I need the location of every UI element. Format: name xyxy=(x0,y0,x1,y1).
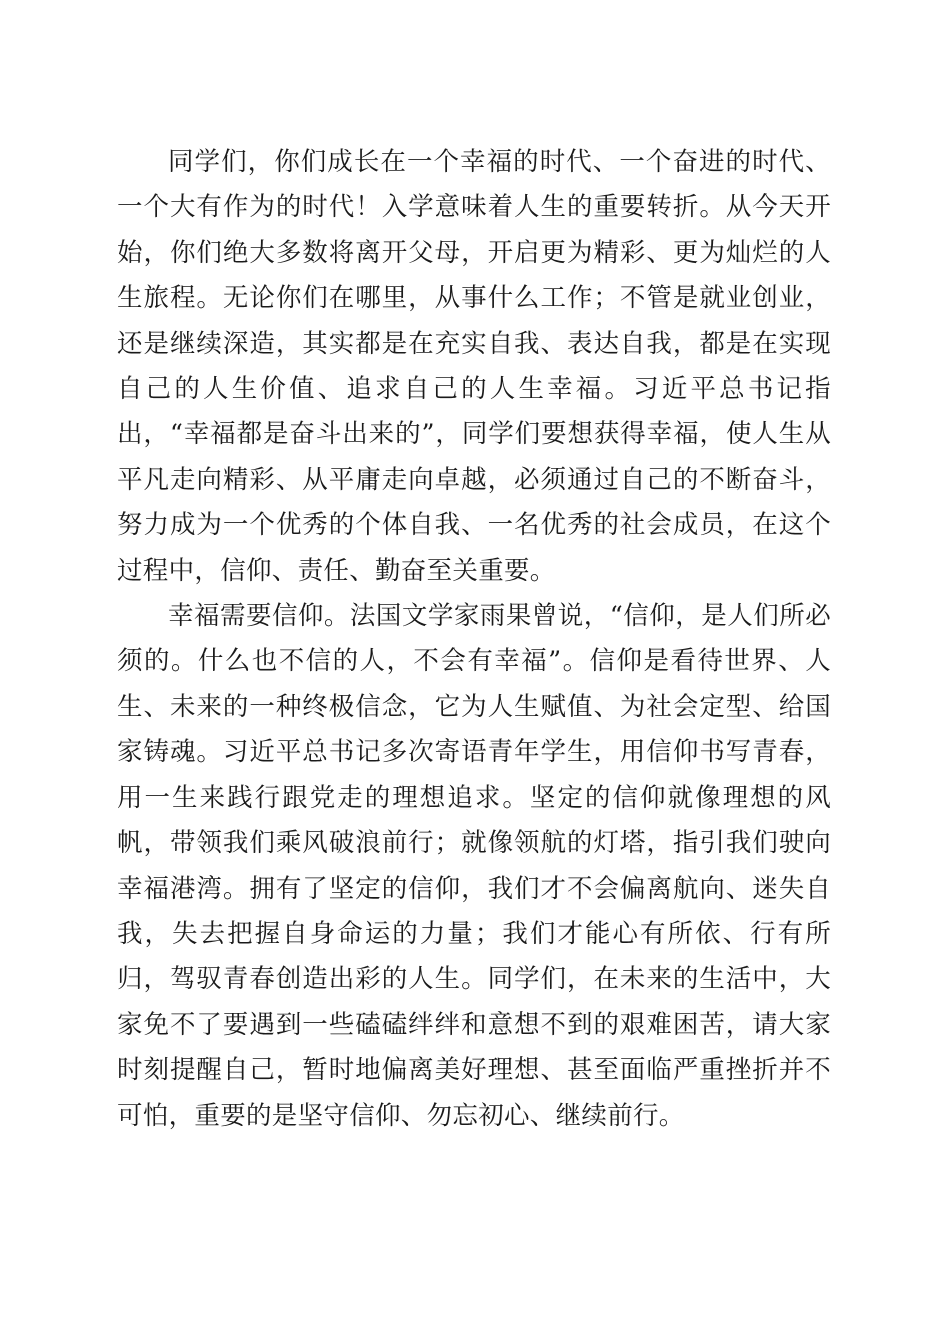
paragraph-2: 幸福需要信仰。法国文学家雨果曾说，“信仰，是人们所必须的。什么也不信的人，不会有幸福”。信仰是看待世界、人生、未来的一种终极信念，它为人生赋值、为社会定型、给国家铸魂。习近平总书记多次寄语青年学生，用信仰书写青春，用一生来践行跟党走的理想追求。坚定的信仰就像理想的风帆，带领我们乘风破浪前行；就像领航的灯塔，指引我们驶向幸福港湾。拥有了坚定的信仰，我们才不会偏离航向、迷失自我，失去把握自身命运的力量；我们才能心有所依、行有所归，驾驭青春创造出彩的人生。同学们，在未来的生活中，大家免不了要遇到一些磕磕绊绊和意想不到的艰难困苦，请大家时刻提醒自己，暂时地偏离美好理想、甚至面临严重挫折并不可怕，重要的是坚守信仰、勿忘初心、继续前行。 xyxy=(117,601,831,1131)
paragraph-1: 同学们，你们成长在一个幸福的时代、一个奋进的时代、一个大有作为的时代！入学意味着人生的重要转折。从今天开始，你们绝大多数将离开父母，开启更为精彩、更为灿烂的人生旅程。无论你们在哪里，从事什么工作；不管是就业创业，还是继续深造，其实都是在充实自我、表达自我，都是在实现自己的人生价值、追求自己的人生幸福。习近平总书记指出，“幸福都是奋斗出来的”，同学们要想获得幸福，使人生从平凡走向精彩、从平庸走向卓越，必须通过自己的不断奋斗，努力成为一个优秀的个体自我、一名优秀的社会成员，在这个过程中，信仰、责任、勤奋至关重要。 xyxy=(117,147,831,586)
document-body xyxy=(117,140,831,1139)
